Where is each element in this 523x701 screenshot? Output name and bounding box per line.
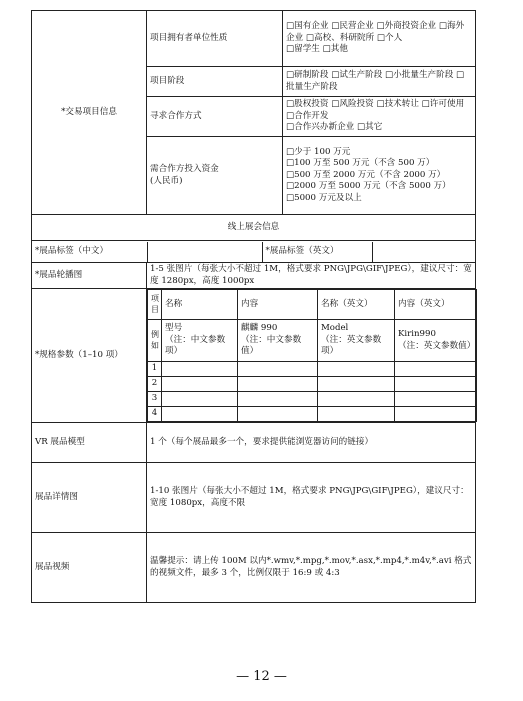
spec-table (147, 289, 477, 422)
spec-example-name: 型号 （注：中文参数项） (162, 320, 238, 362)
owner-unit-options-line2[interactable]: □留学生 □其他 (286, 44, 348, 55)
spec-input[interactable] (238, 377, 318, 392)
fund-option[interactable]: □2000 万至 5000 万元（不含 5000 万） (286, 181, 451, 192)
owner-unit-label: 项目拥有者单位性质 (147, 11, 283, 67)
carousel-label: *展品轮播图 (32, 263, 147, 289)
tag-en-label: *展品标签（英文） (262, 242, 372, 262)
spec-input[interactable] (395, 407, 477, 422)
spec-input[interactable] (395, 362, 477, 377)
fund-option[interactable]: □100 万至 500 万元（不含 500 万） (286, 158, 435, 169)
coop-options-line2[interactable]: □合作兴办新企业 □其它 (286, 122, 383, 133)
coop-options-line1[interactable]: □股权投资 □风险投资 □技术转让 □许可使用 □合作开发 (286, 99, 465, 121)
spec-header-item: 项目 (148, 290, 162, 320)
spec-example-name-en: Model （注：英文参数项） (318, 320, 395, 362)
coop-label: 寻求合作方式 (147, 97, 283, 137)
spec-label: *规格参数（1–10 项） (32, 289, 147, 423)
spec-input[interactable] (162, 392, 238, 407)
fund-option[interactable]: □5000 万元及以上 (286, 192, 362, 203)
fund-options[interactable] (283, 137, 476, 215)
spec-example-label: 例如 (148, 320, 162, 362)
spec-header-content-en: 内容（英文） (395, 290, 477, 320)
spec-input[interactable] (395, 392, 477, 407)
spec-example-content: 麒麟 990 （注：中文参数值） (238, 320, 318, 362)
spec-input[interactable] (318, 392, 395, 407)
vr-label: VR 展品模型 (32, 423, 147, 463)
stage-label: 项目阶段 (147, 67, 283, 97)
spec-row-number: 4 (148, 407, 162, 422)
spec-input[interactable] (318, 362, 395, 377)
detail-requirements: 1-10 张图片（每张大小不超过 1M，格式要求 PNG\JPG\GIF\JPEG），建议尺寸：宽度 1080px，高度不限 (147, 463, 476, 533)
online-section-header: 线上展会信息 (32, 215, 476, 241)
fund-option[interactable]: □500 万至 2000 万元（不含 2000 万） (286, 169, 446, 180)
trade-info-section-label: *交易项目信息 (32, 11, 147, 215)
exhibit-form-table (31, 10, 476, 603)
stage-options[interactable]: □研制阶段 □试生产阶段 □小批量生产阶段 □批量生产阶段 (283, 67, 476, 97)
spec-input[interactable] (162, 377, 238, 392)
spec-input[interactable] (318, 377, 395, 392)
spec-input[interactable] (238, 362, 318, 377)
video-requirements: 温馨提示：请上传 100M 以内*.wmv,*.mpg,*.mov,*.asx,*.mp4,*.m4v,*.avi 格式的视频文件，最多 3 个，比例仅限于 16:9 或 4:3 (147, 533, 476, 603)
carousel-requirements: 1-5 张图片（每张大小不超过 1M，格式要求 PNG\JPG\GIF\JPEG），建议尺寸：宽度 1280px，高度 1000px (147, 263, 476, 289)
tag-row (32, 242, 476, 262)
tag-cn-label: *展品标签（中文） (32, 242, 147, 262)
spec-header-name-en: 名称（英文） (318, 290, 395, 320)
vr-requirements: 1 个（每个展品最多一个，要求提供能浏览器访问的链接） (147, 423, 476, 463)
spec-input[interactable] (238, 392, 318, 407)
spec-row-number: 1 (148, 362, 162, 377)
owner-unit-options-line1[interactable]: □国有企业 □民营企业 □外商投资企业 □海外企业 □高校、科研院所 □个人 (286, 21, 465, 43)
spec-header-name: 名称 (162, 290, 238, 320)
spec-example-content-en: Kirin990 （注：英文参数值） (395, 320, 477, 362)
detail-label: 展品详情图 (32, 463, 147, 533)
spec-input[interactable] (238, 407, 318, 422)
page-number: — 12 — (236, 669, 287, 684)
coop-options[interactable] (283, 97, 476, 137)
video-label: 展品视频 (32, 533, 147, 603)
fund-option[interactable]: □少于 100 万元 (286, 147, 351, 158)
fund-label: 需合作方投入资金 (人民币) (147, 137, 283, 215)
spec-input[interactable] (318, 407, 395, 422)
spec-row-number: 3 (148, 392, 162, 407)
spec-row-number: 2 (148, 377, 162, 392)
owner-unit-options[interactable] (283, 11, 476, 67)
spec-input[interactable] (162, 407, 238, 422)
spec-input[interactable] (162, 362, 238, 377)
spec-input[interactable] (395, 377, 477, 392)
tag-cn-input[interactable] (147, 242, 262, 262)
tag-en-input[interactable] (372, 242, 476, 262)
spec-header-content: 内容 (238, 290, 318, 320)
